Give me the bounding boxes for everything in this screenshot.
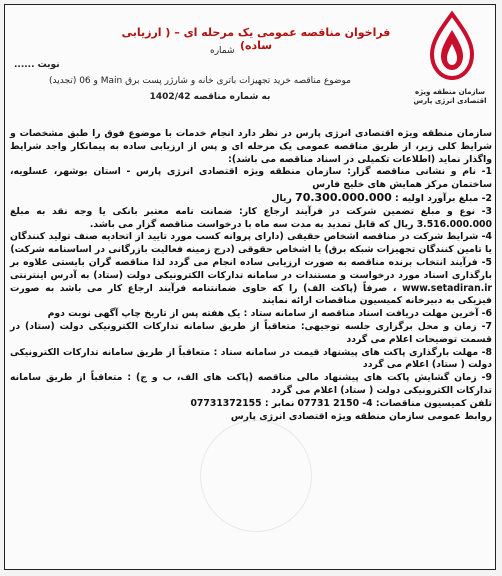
oil-drop-flame-logo-icon: [410, 8, 494, 86]
footer-line: روابط عمومی سازمان منطقه ویژه اقتصادی انرژی پارس: [230, 410, 492, 422]
intro-paragraph: سازمان منطقه ویژه اقتصادی انرژی پارس در نظر دارد انجام خدمات با موضوع فوق را طبق مشخصات و شرایط کلی زیر، از طریق مناقصه عمومی یک مرحله ای و پس از ارزیابی ساده به پیمانکار واجد شرایط واگذار نماید (اطلاعات تکمیلی در اسناد مناقصه می باشد):: [10, 128, 492, 165]
item-2-prefix: 2- مبلغ برآورد اولیه :: [395, 192, 492, 204]
item-8: 8- مهلت بارگذاری پاکت های پیشنهاد قیمت در سامانه ستاد : متعاقباً از طریق سامانه تدارکات الکترونیکی دولت ( ستاد) اعلام می گردد: [10, 346, 492, 371]
logo-caption: سازمان منطقه ویژه اقتصادی انرژی پارس: [413, 88, 487, 105]
estimate-amount: 70.300.000.000: [295, 190, 392, 204]
item-4: 4- شرایط شرکت در مناقصه اشخاص حقیقی (دارای پروانه کسب مورد تایید از اتحادیه صنف تولید کنندگان یا تامین کنندگان تجهیزات شبکه برق) یا اشخاص حقوقی (درج زمینه فعالیت بازرگانی در اساسنامه شرکت): [10, 231, 492, 256]
item-2-suffix: ریال: [271, 192, 292, 204]
item-6: 6- آخرین مهلت دریافت اسناد مناقصه از سامانه ستاد : یک هفته پس از تاریخ چاپ آگهی نوبت دوم: [47, 308, 492, 320]
item-1: 1- نام و نشانی مناقصه گزار: سازمان منطقه ویژه اقتصادی انرژی پارس - استان بوشهر، عسلویه، ساختمان مرکز همایش های خلیج فارس: [10, 166, 492, 191]
turn-label: نوبت ......: [14, 60, 60, 70]
watermark-seal-icon: [200, 420, 312, 532]
item-3: 3- نوع و مبلغ تضمین شرکت در فرآیند ارجاع کار: ضمانت نامه معتبر بانکی یا وجه نقد به مبلغ 3.516.000.000 ریال که قابل تمدید به مدت سه ماه با درخواست مناقصه گزار می باشد.: [10, 205, 492, 230]
sheet-line: شماره: [210, 46, 235, 56]
tender-number: به شماره مناقصه 1402/42: [149, 92, 271, 102]
notice-title: فراخوان مناقصه عمومی یک مرحله ای – ( ارزیابی ساده): [121, 26, 391, 52]
item-7: 7- زمان و محل برگزاری جلسه توجیهی: متعاقباً از طریق سامانه تدارکات الکترونیکی دولت (ستاد) در قسمت توضیحات اعلام می گردد: [10, 320, 492, 345]
item-2: [10, 192, 492, 206]
subject-line: موضوع مناقصه خرید تجهیزات باتری خانه و شارژر پست برق Main و 06 (تجدید): [49, 76, 351, 86]
item-9: 9- زمان گشایش پاکت های پیشنهاد مالی مناقصه (پاکت های الف، ب و ج) : متعاقباً از طریق سامانه تدارکات الکترونیکی دولت ( ستاد) اعلام می گردد: [10, 372, 492, 396]
notice-body: [10, 128, 492, 423]
phone-line: تلفن کمیسیون مناقصات: 4- 2150 07731 نمابر : 07731372155: [190, 397, 492, 409]
item-5: 5- فرآیند انتخاب برنده مناقصه به صورت ارزیابی ساده انجام می گردد لذا مناقصه گران بایستی علاوه بر بارگذاری اسناد مورد درخواست و مستندات در سامانه تدارکات الکترونیکی دولت (ستاد) به آدرس اینترنتی www.setadiran.ir ، صرفاً (پاکت الف) را که حاوی ضمانتنامه فرآیند ارجاع کار می باشد به صورت فیزیکی به دبیرخانه کمیسیون مناقصات ارائه نمایند: [10, 256, 492, 307]
